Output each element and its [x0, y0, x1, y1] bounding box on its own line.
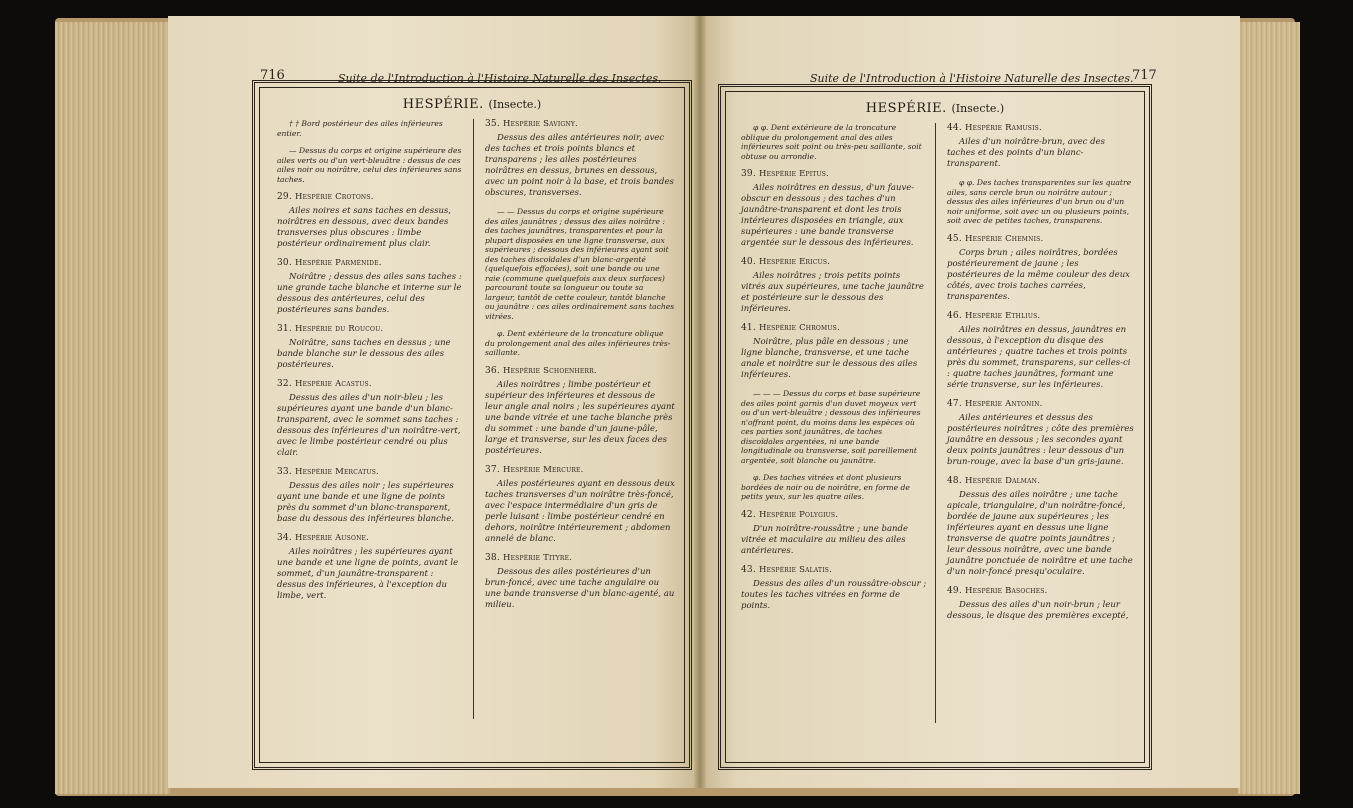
species-number: 36. [485, 365, 500, 376]
species-entry [277, 533, 465, 602]
species-name: Hespérie Polygius. [758, 509, 839, 520]
species-description: Ailes d'un noirâtre-brun, avec des taches et des points d'un blanc-transparent. [947, 137, 1105, 169]
right-page [700, 16, 1240, 788]
species-name: Hespérie Chromus. [758, 323, 840, 333]
species-heading [485, 366, 675, 377]
species-description: Dessous des ailes postérieures d'un brun-foncé, avec une tache angulaire ou une bande transverse d'un blanc-agenté, au milieu. [485, 566, 675, 610]
species-name: Hespérie Parménide. [294, 258, 382, 268]
left-table-frame [252, 80, 692, 770]
section-note: φ. Dent extérieure de la troncature oblique du prolongement anal des ailes inférieures très-saillante. [485, 329, 671, 357]
right-subtitle-text: (Insecte.) [951, 102, 1005, 115]
species-number: 31. [277, 324, 292, 334]
left-subtitle-text: (Insecte.) [488, 98, 542, 111]
species-entry [277, 324, 465, 371]
species-name: Hespérie du Roucou. [294, 324, 384, 334]
species-entry [947, 399, 1135, 468]
section-note: — — — Dessus du corps et base supérieure des ailes point garnis d'un duvet moyeux vert ou d'un vert-bleuâtre ; dessous des inférieures n'offrant point, du moins dans les espèces où ces parties sont jaunâtres, de taches discoïdales argentées, ni une bande longitudinale ou transverse, soit pareillement argentée, soit blanche ou jaunâtre. [741, 389, 921, 465]
species-name: Hespérie Savigny. [502, 119, 578, 129]
species-description: Ailes noirâtres ; les supérieures ayant une bande et une ligne de points, avant le sommet, d'un jaunâtre-transparent : dessus des inférieures, à l'exception du limbe, vert. [277, 547, 459, 601]
species-entry [741, 169, 927, 249]
species-number: 41. [741, 323, 756, 333]
species-description: Dessus des ailes d'un roussâtre-obscur ; toutes les taches vitrées en forme de points. [741, 578, 927, 611]
species-heading [485, 119, 675, 130]
species-heading [741, 565, 927, 576]
species-heading [277, 533, 465, 544]
species-description: Ailes noirâtres en dessus, d'un fauve-obscur en dessous ; des taches d'un jaunâtre-transparent et dont les trois intérieures disposées en triangle, aux supérieures : une bande transverse argentée sur le dessous des inférieures. [741, 183, 915, 248]
species-name: Hespérie Crotons. [294, 192, 374, 202]
left-page-edges [55, 22, 170, 794]
species-entry [485, 465, 675, 545]
species-number: 34. [277, 533, 292, 543]
species-name: Hespérie Ethlius. [964, 310, 1041, 321]
left-column-rule [473, 119, 474, 719]
species-entry [277, 467, 465, 525]
species-heading [485, 553, 675, 564]
right-table-title [721, 101, 1149, 116]
species-number: 37. [485, 464, 500, 475]
species-description: Ailes antérieures et dessus des postérieures noirâtres ; côte des premières jaunâtre en dessous ; les secondes ayant deux points jaunâtres : leur dessous d'un brun-rouge, avec la base d'un gris-jaune. [947, 412, 1134, 467]
section-note: — Dessus du corps et origine supérieure des ailes verts ou d'un vert-bleuâtre : dessus de ces ailes noir ou noirâtre, celui des inférieures sans taches. [277, 146, 462, 184]
right-column-2 [947, 123, 1135, 630]
species-heading [947, 476, 1135, 487]
species-name: Hespérie Mercure. [502, 464, 584, 475]
species-number: 40. [741, 257, 756, 267]
section-note: — — Dessus du corps et origine supérieure des ailes jaunâtres ; dessus des ailes noirâtre : des taches jaunâtres, transparentes et pour la plupart disposées en une ligne transverse, aux supérieures ; dessous des inférieures ayant soit des taches discoïdales d'un blanc-argenté (quelquefois effacées), soit une bande ou une raie (commune quelquefois aux deux surfaces) parcourant toute sa longueur ou toute sa largeur, tantôt de cette couleur, tantôt blanche ou jaunâtre : ces ailes ordinairement sans taches vitrées. [485, 207, 675, 321]
species-description: Noirâtre, sans taches en dessus ; une bande blanche sur le dessous des ailes postérieures. [277, 338, 451, 370]
species-entry [277, 379, 465, 459]
species-description: Noirâtre, plus pâle en dessous ; une ligne blanche, transverse, et une tache anale et noirâtre sur le dessous des ailes inférieures. [741, 337, 918, 380]
species-heading [947, 586, 1135, 597]
right-page-edges [1238, 22, 1300, 794]
left-title-text: HESPÉRIE. [402, 97, 484, 112]
species-description: Ailes noirâtres ; limbe postérieur et supérieur des inférieures et dessous de leur angle anal noirs ; les supérieures ayant une bande vitrée et une tache blanche près du sommet : une bande d'un jaune-pâle, large et transverse, sur les deux faces des postérieures. [485, 379, 675, 456]
species-number: 47. [947, 398, 962, 409]
left-running-head: Suite de l'Introduction à l'Histoire Naturelle des Insectes. [338, 72, 662, 85]
species-entry [485, 366, 675, 457]
species-heading [947, 311, 1135, 322]
species-heading [277, 467, 465, 478]
species-heading [277, 379, 465, 390]
species-description: Dessus des ailes d'un noir-brun ; leur dessous, le disque des premières excepté, [947, 599, 1129, 621]
species-number: 32. [277, 379, 292, 389]
species-heading [485, 465, 675, 476]
species-entry [741, 323, 927, 381]
species-number: 33. [277, 467, 292, 477]
right-column-rule [935, 123, 936, 723]
left-column-2 [485, 119, 675, 619]
species-heading [741, 257, 927, 268]
left-column-1 [277, 119, 465, 610]
species-heading [947, 234, 1135, 245]
species-description: Ailes noires et sans taches en dessus, noirâtres en dessous, avec deux bandes transverses plus obscures : limbe postérieur ordinairement plus clair. [277, 206, 452, 249]
species-entry [485, 119, 675, 199]
section-note: φ φ. Dent extérieure de la troncature oblique du prolongement anal des ailes inférieures soit point ou très-peu saillante, soit obtuse ou arrondie. [741, 123, 922, 161]
species-entry [741, 565, 927, 612]
left-page-number: 716 [260, 68, 285, 83]
section-note: † † Bord postérieur des ailes inférieures entier. [277, 119, 443, 138]
species-number: 29. [277, 192, 292, 202]
species-heading [947, 123, 1135, 134]
species-name: Hespérie Ericus. [758, 257, 831, 267]
species-name: Hespérie Mercatus. [294, 467, 379, 477]
species-entry [485, 553, 675, 611]
species-entry [947, 476, 1135, 578]
species-description: Corps brun ; ailes noirâtres, bordées postérieurement de jaune ; les postérieures de la même couleur des deux côtés, avec trois taches carrées, transparentes. [947, 247, 1130, 302]
species-number: 46. [947, 310, 962, 321]
species-name: Hespérie Schoenherr. [502, 365, 597, 376]
species-entry [277, 192, 465, 250]
species-description: Ailes postérieures ayant en dessous deux taches transverses d'un noirâtre très-foncé, avec l'espace intermédiaire d'un gris de perle luisant : limbe postérieur cendré en dehors, noirâtre intérieurement ; abdomen annelé de blanc. [485, 478, 675, 544]
section-note: φ. Des taches vitrées et dont plusieurs bordées de noir ou de noirâtre, en forme de petits yeux, sur les quatre ailes. [741, 473, 910, 501]
species-heading [741, 323, 927, 334]
species-description: Ailes noirâtres en dessus, jaunâtres en dessous, à l'exception du disque des antérieures ; quatre taches et trois points près du sommet, transparens, sur celles-ci : quatre taches jaunâtres, formant une série transverse, sur les inférieures. [947, 324, 1131, 390]
species-number: 42. [741, 509, 756, 520]
species-entry [947, 311, 1135, 391]
species-number: 49. [947, 585, 962, 596]
species-name: Hespérie Ramusis. [964, 123, 1042, 133]
left-table-title [255, 97, 689, 112]
species-name: Hespérie Epitus. [758, 169, 829, 179]
species-name: Hespérie Ausone. [294, 533, 370, 543]
right-title-text: HESPÉRIE. [865, 101, 947, 116]
species-number: 45. [947, 233, 962, 244]
species-number: 44. [947, 123, 962, 133]
species-heading [277, 258, 465, 269]
species-description: D'un noirâtre-roussâtre ; une bande vitrée et maculaire au milieu des ailes antérieures. [741, 523, 908, 556]
species-name: Hespérie Basoches. [964, 585, 1048, 596]
species-description: Ailes noirâtres ; trois petits points vitrés aux supérieures, une tache jaunâtre et postérieure sur le dessous des inférieures. [741, 271, 924, 314]
right-table-frame [718, 84, 1152, 770]
species-name: Hespérie Tityre. [502, 552, 573, 563]
species-entry [947, 234, 1135, 303]
species-description: Noirâtre ; dessus des ailes sans taches : une grande tache blanche et interne sur le dessous des antérieures, celui des postérieures sans bandes. [277, 272, 462, 315]
book-gutter [694, 16, 706, 788]
left-page [168, 16, 698, 788]
species-entry [947, 123, 1135, 170]
species-description: Dessus des ailes antérieures noir, avec des taches et trois points blancs et transparens ; les ailes postérieures noirâtres en dessus, brunes en dessous, avec un point noir à la base, et trois bandes obscures, transverses. [485, 133, 674, 198]
species-entry [277, 258, 465, 316]
species-entry [947, 586, 1135, 622]
right-column-1 [741, 123, 927, 620]
species-name: Hespérie Antonin. [964, 398, 1043, 409]
species-entry [741, 257, 927, 315]
right-running-head: Suite de l'Introduction à l'Histoire Naturelle des Insectes. [810, 72, 1134, 85]
species-description: Dessus des ailes noirâtre ; une tache apicale, triangulaire, d'un noirâtre-foncé, bordée de jaune aux supérieures ; les inférieures ayant en dessus une ligne transverse de quatre points jaunâtres ; leur dessous noirâtre, avec une bande jaunâtre ponctuée de noirâtre et une tache d'un noir-foncé presqu'oculaire. [947, 489, 1133, 577]
species-number: 38. [485, 552, 500, 563]
species-heading [741, 169, 927, 180]
species-number: 43. [741, 564, 756, 575]
species-number: 39. [741, 169, 756, 179]
species-name: Hespérie Salatis. [758, 564, 833, 575]
species-heading [947, 399, 1135, 410]
species-number: 48. [947, 475, 962, 486]
species-description: Dessus des ailes noir ; les supérieures ayant une bande et une ligne de points près du sommet d'un blanc-transparent, base du dessous des inférieures blanche. [277, 481, 455, 524]
species-description: Dessus des ailes d'un noir-bleu ; les supérieures ayant une bande d'un blanc-transparent, avec le sommet sans taches : dessous des inférieures d'un noirâtre-vert, avec le limbe postérieur cendré ou plus clair. [277, 393, 461, 458]
species-number: 30. [277, 258, 292, 268]
right-page-number: 717 [1132, 68, 1157, 83]
species-name: Hespérie Dalman. [964, 475, 1041, 486]
species-number: 35. [485, 119, 500, 129]
section-note: φ φ. Des taches transparentes sur les quatre ailes, sans cercle brun ou noirâtre autour ; dessus des ailes inférieures d'un brun ou d'un noir uniforme, soit avec un ou plusieurs points, soit avec de petites taches, transparens. [947, 178, 1132, 225]
species-entry [741, 510, 927, 557]
species-heading [741, 510, 927, 521]
species-heading [277, 324, 465, 335]
species-name: Hespérie Chemnis. [964, 233, 1044, 244]
species-heading [277, 192, 465, 203]
species-name: Hespérie Acastus. [294, 379, 372, 389]
